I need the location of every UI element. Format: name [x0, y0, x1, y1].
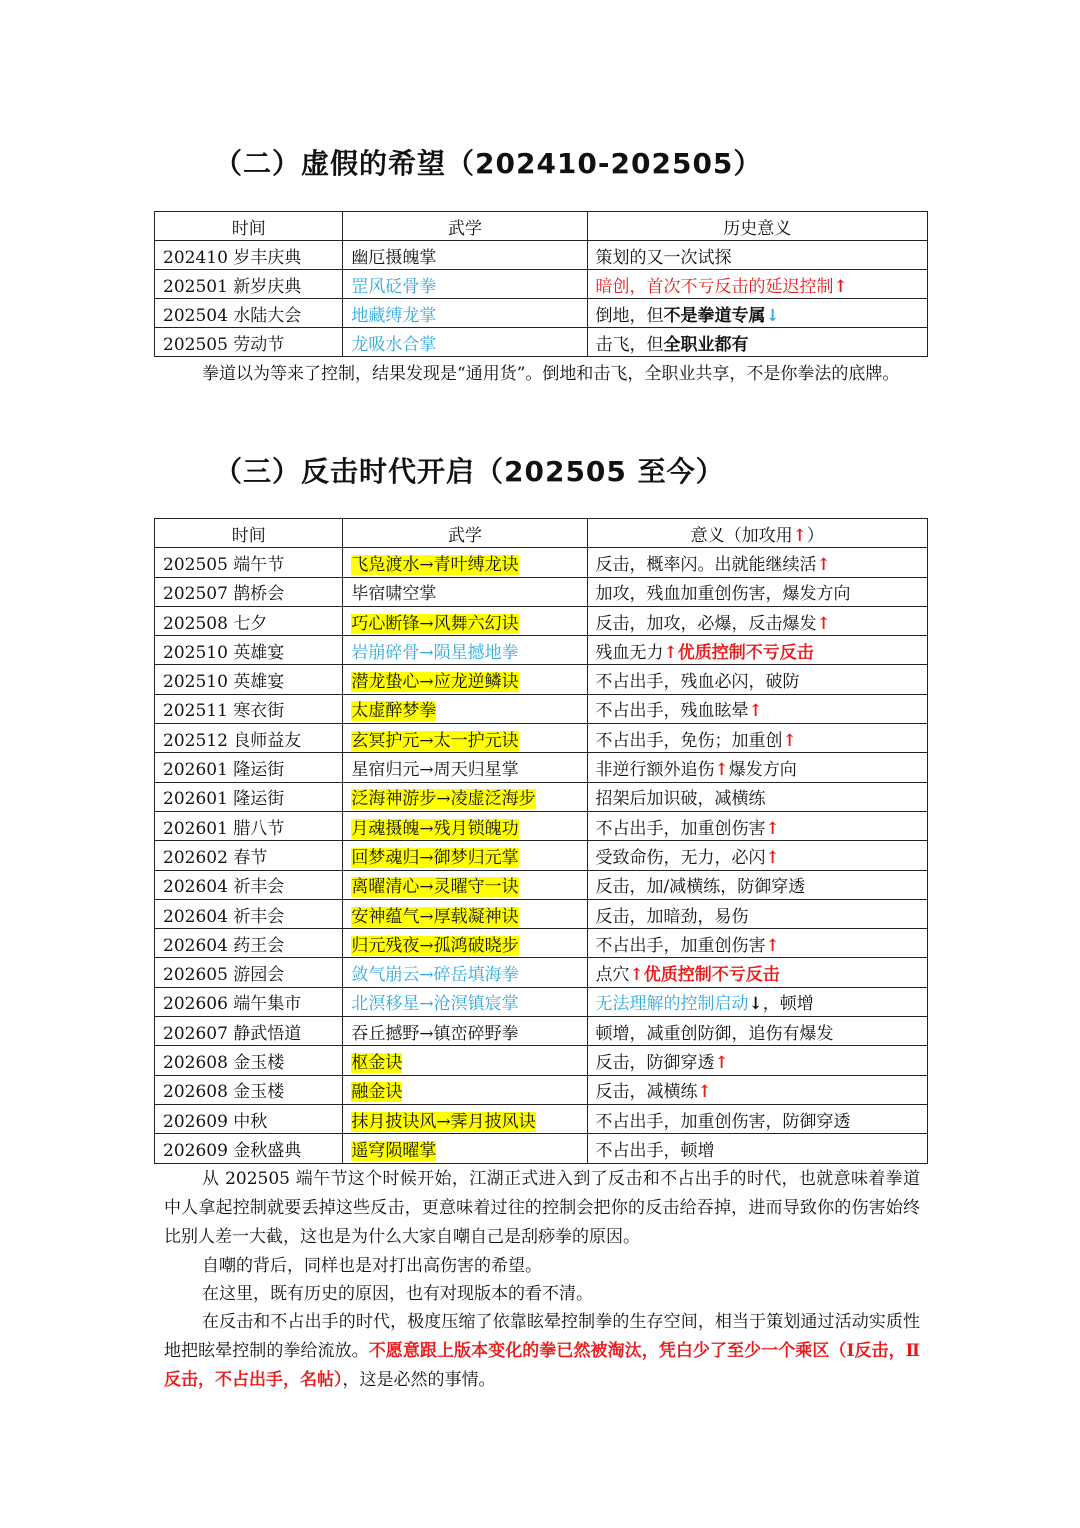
skill-name: 地藏缚龙掌	[351, 305, 437, 326]
meaning-text: 顿增，减重创防御，追伤有爆发	[595, 1023, 834, 1044]
table-row	[155, 694, 928, 723]
skill-name: 巧心断锋→风舞六幻诀	[351, 613, 519, 634]
table-row	[155, 1017, 928, 1046]
table-row	[155, 299, 928, 328]
table-header-row	[155, 519, 928, 548]
meaning-cell	[587, 987, 927, 1016]
time-cell: 202601 隆运街	[155, 753, 343, 782]
skill-cell: 幽厄摄魄掌	[343, 241, 587, 270]
skill-name: 罡风砭骨拳	[351, 276, 437, 297]
skill-name: 月魂摄魄→残月锁魄功	[351, 818, 519, 839]
meaning-text: 不占出手，顿增	[595, 1140, 715, 1161]
meaning-cell	[587, 694, 927, 723]
meaning-cell	[587, 1075, 927, 1104]
time-cell: 202604 祈丰会	[155, 899, 343, 928]
meaning-bold: 不是拳道专属	[663, 305, 766, 326]
meaning-text: 不占出手，加重创伤害	[595, 818, 766, 839]
table-row	[155, 328, 928, 357]
table-row	[155, 899, 928, 928]
meaning-text: 反击，概率闪。出就能继续活	[595, 554, 817, 575]
meaning-cell	[587, 548, 927, 577]
skill-name: 北溟移星→沧溟镇宸掌	[351, 994, 519, 1015]
meaning-cell	[587, 811, 927, 840]
meaning-text: 非逆行额外追伤	[595, 760, 715, 781]
skill-name: 岩崩碎骨→陨星撼地拳	[351, 642, 519, 663]
time-cell: 202608 金玉楼	[155, 1046, 343, 1075]
meaning-bold: 全职业都有	[663, 334, 749, 355]
meaning-text: 不占出手，加重创伤害	[595, 935, 766, 956]
meaning-red-text: 优质控制不亏反击	[643, 965, 780, 986]
time-cell: 202602 春节	[155, 841, 343, 870]
meaning-red-text: 优质控制不亏反击	[677, 642, 814, 663]
meaning-text: 招架后加识破，减横练	[595, 789, 766, 810]
skill-name: 离曜清心→灵曜守一诀	[351, 877, 519, 898]
table-row	[155, 577, 928, 606]
meaning-cell	[587, 577, 927, 606]
skill-name: 龙吸水合掌	[351, 334, 437, 355]
meaning-text: 受致命伤，无力，必闪	[595, 847, 766, 868]
up-arrow-icon: ↑	[833, 276, 848, 297]
time-cell: 202609 中秋	[155, 1104, 343, 1133]
final-red-text: 不愿意跟上版本变化的拳已然被淘汰，凭白少了至少一个乘区（Ⅰ反击，Ⅱ反击，不占出手，名帖）	[164, 1341, 921, 1390]
time-cell: 202511 寒衣街	[155, 694, 343, 723]
column-header-close: ）	[806, 525, 824, 546]
time-cell: 202508 七夕	[155, 606, 343, 635]
meaning-cell	[587, 606, 927, 635]
time-cell: 202608 金玉楼	[155, 1075, 343, 1104]
final-tail: ，这是必然的事情。	[342, 1370, 496, 1390]
table-row	[155, 811, 928, 840]
skill-cell	[343, 328, 587, 357]
skill-name: 融金诀	[351, 1082, 403, 1103]
skill-name: 泛海神游步→凌虚泛海步	[351, 789, 536, 810]
skill-cell	[343, 1017, 587, 1046]
up-arrow-icon: ↑	[748, 701, 763, 722]
meaning-text: 不占出手，免伤；加重创	[595, 730, 783, 751]
skill-name: 枢金诀	[351, 1052, 403, 1073]
meaning-cell	[587, 841, 927, 870]
table-row	[155, 782, 928, 811]
section3-paragraph-1: 从 202505 端午节这个时候开始，江湖正式进入到了反击和不占出手的时代，也就意味着拳道中人拿起控制就要丢掉这些反击，更意味着过往的控制会把你的反击给吞掉，进而导致你的伤害始终比别人差一大截，这也是为什么大家自嘲自己是刮痧拳的原因。	[164, 1169, 920, 1247]
meaning-text: 不占出手，残血必闪，破防	[595, 672, 800, 693]
skill-name: 抹月披诀风→霁月披风诀	[351, 1111, 536, 1132]
skill-cell	[343, 665, 587, 694]
skill-name: 安神蕴气→厚载凝神诀	[351, 906, 519, 927]
column-header: 武学	[343, 212, 587, 241]
meaning-text: 残血无力	[595, 642, 664, 663]
table-row	[155, 1075, 928, 1104]
skill-cell	[343, 1075, 587, 1104]
time-cell: 202606 端午集市	[155, 987, 343, 1016]
skill-name: 归元残夜→孤鸿破晓步	[351, 935, 519, 956]
section2-paragraph: 拳道以为等来了控制，结果发现是“通用货”。倒地和击飞，全职业共享，不是你拳法的底牌。	[202, 364, 900, 384]
skill-cell	[343, 1104, 587, 1133]
table-row	[155, 636, 928, 665]
meaning-cell	[587, 958, 927, 987]
time-cell: 202601 隆运街	[155, 782, 343, 811]
section3-paragraph-3: 在这里，既有历史的原因，也有对现版本的看不清。	[202, 1284, 593, 1304]
meaning-cell	[587, 1046, 927, 1075]
meaning-cell	[587, 899, 927, 928]
meaning-cell	[587, 929, 927, 958]
skill-cell	[343, 299, 587, 328]
meaning-cell	[587, 724, 927, 753]
table-row	[155, 241, 928, 270]
table-header-row	[155, 212, 928, 241]
column-header: 时间	[155, 212, 343, 241]
column-header: 时间	[155, 519, 343, 548]
table-row	[155, 724, 928, 753]
table-row	[155, 665, 928, 694]
skill-name: 遥穹陨曜掌	[351, 1140, 437, 1161]
skill-name: 敛气崩云→碎岳填海拳	[351, 965, 519, 986]
skill-name: 回梦魂归→御梦归元掌	[351, 847, 519, 868]
table-row	[155, 548, 928, 577]
up-arrow-icon: ↑	[765, 847, 780, 868]
meaning-cell	[587, 1134, 927, 1163]
time-cell: 202512 良师益友	[155, 724, 343, 753]
section2-table	[154, 211, 928, 357]
meaning-cell	[587, 753, 927, 782]
section3-heading: （三）反击时代开启（202505 至今）	[214, 455, 725, 488]
up-arrow-icon: ↑	[663, 642, 678, 663]
up-arrow-icon: ↑	[782, 730, 797, 751]
meaning-cell	[587, 782, 927, 811]
skill-cell	[343, 606, 587, 635]
time-cell: 202510 英雄宴	[155, 636, 343, 665]
skill-cell	[343, 841, 587, 870]
section3-paragraph-2: 自嘲的背后，同样也是对打出高伤害的希望。	[202, 1256, 542, 1276]
table-row	[155, 1046, 928, 1075]
up-arrow-icon: ↑	[697, 1082, 712, 1103]
meaning-cell: 策划的又一次试探	[587, 241, 927, 270]
skill-cell	[343, 548, 587, 577]
up-arrow-icon: ↑	[714, 1052, 729, 1073]
table-row	[155, 753, 928, 782]
table-row	[155, 270, 928, 299]
meaning-cell	[587, 870, 927, 899]
column-header	[587, 519, 927, 548]
time-cell: 202607 静武悟道	[155, 1017, 343, 1046]
skill-cell	[343, 929, 587, 958]
column-header: 武学	[343, 519, 587, 548]
section3-final-paragraph	[164, 1308, 920, 1395]
table-row	[155, 958, 928, 987]
meaning-cell	[587, 1104, 927, 1133]
meaning-text: 不占出手，加重创伤害，防御穿透	[595, 1111, 851, 1132]
meaning-text: 击飞，但	[595, 334, 664, 355]
skill-cell	[343, 577, 587, 606]
up-arrow-icon: ↑	[765, 935, 780, 956]
skill-cell	[343, 694, 587, 723]
time-cell: 202510 英雄宴	[155, 665, 343, 694]
meaning-tail: 爆发方向	[728, 760, 797, 781]
time-cell: 202410 岁丰庆典	[155, 241, 343, 270]
time-cell: 202504 水陆大会	[155, 299, 343, 328]
skill-cell	[343, 958, 587, 987]
meaning-text: 反击，防御穿透	[595, 1052, 715, 1073]
table-row	[155, 870, 928, 899]
skill-cell	[343, 724, 587, 753]
table-row	[155, 841, 928, 870]
skill-cell	[343, 870, 587, 899]
meaning-text: 无法理解的控制启动	[595, 994, 749, 1015]
meaning-tail: ，顿增	[762, 994, 814, 1015]
meaning-cell	[587, 636, 927, 665]
meaning-text: 反击，减横练	[595, 1082, 698, 1103]
meaning-text: 不占出手，残血眩晕	[595, 701, 749, 722]
meaning-text: 倒地，但	[595, 305, 664, 326]
section2-heading: （二）虚假的希望（202410-202505）	[214, 147, 763, 180]
skill-cell	[343, 987, 587, 1016]
down-arrow-icon: ↓	[765, 305, 780, 326]
skill-cell	[343, 753, 587, 782]
skill-cell	[343, 1134, 587, 1163]
skill-name: 飞凫渡水→青叶缚龙诀	[351, 554, 519, 575]
time-cell: 202507 鹊桥会	[155, 577, 343, 606]
table-row	[155, 606, 928, 635]
meaning-cell	[587, 328, 927, 357]
time-cell: 202501 新岁庆典	[155, 270, 343, 299]
meaning-text: 反击，加/减横练，防御穿透	[595, 877, 806, 898]
table-row	[155, 987, 928, 1016]
up-arrow-icon: ↑	[629, 965, 644, 986]
time-cell: 202505 端午节	[155, 548, 343, 577]
skill-name: 太虚醉梦拳	[351, 701, 437, 722]
section3-table	[154, 518, 928, 1164]
meaning-cell	[587, 665, 927, 694]
skill-cell	[343, 899, 587, 928]
time-cell: 202604 药王会	[155, 929, 343, 958]
up-arrow-icon: ↑	[816, 554, 831, 575]
table-row	[155, 1104, 928, 1133]
up-arrow-icon: ↑	[714, 760, 729, 781]
table-row	[155, 1134, 928, 1163]
skill-cell	[343, 782, 587, 811]
skill-name: 星宿归元→周天归星掌	[351, 760, 519, 781]
meaning-cell	[587, 270, 927, 299]
skill-name: 吞丘撼野→镇峦碎野拳	[351, 1023, 519, 1044]
meaning-text: 反击，加暗劲，易伤	[595, 906, 749, 927]
table-row	[155, 929, 928, 958]
time-cell: 202601 腊八节	[155, 811, 343, 840]
column-header-label: 意义（加攻用	[690, 525, 793, 546]
column-header: 历史意义	[587, 212, 927, 241]
skill-cell	[343, 636, 587, 665]
skill-name: 玄冥护元→太一护元诀	[351, 730, 519, 751]
skill-cell	[343, 1046, 587, 1075]
skill-cell	[343, 270, 587, 299]
meaning-cell	[587, 299, 927, 328]
time-cell: 202505 劳动节	[155, 328, 343, 357]
down-arrow-icon: ↓	[748, 994, 763, 1015]
meaning-text: 暗创，首次不亏反击的延迟控制	[595, 276, 834, 297]
meaning-text: 反击，加攻，必爆，反击爆发	[595, 613, 817, 634]
up-arrow-icon: ↑	[816, 613, 831, 634]
time-cell: 202605 游园会	[155, 958, 343, 987]
skill-name: 潜龙蛰心→应龙逆鳞诀	[351, 672, 519, 693]
up-arrow-icon: ↑	[765, 818, 780, 839]
skill-name: 毕宿啸空掌	[351, 584, 437, 605]
final-text: 在反击和不占出手的时代，极度压缩了依靠眩晕控制拳的生存空间，相当于策划通过活动实质性地把眩晕控制的拳给流放。	[164, 1312, 920, 1361]
meaning-text: 点穴	[595, 965, 630, 986]
meaning-text: 加攻，残血加重创伤害，爆发方向	[595, 584, 851, 605]
time-cell: 202609 金秋盛典	[155, 1134, 343, 1163]
time-cell: 202604 祈丰会	[155, 870, 343, 899]
up-arrow-icon: ↑	[792, 525, 807, 546]
skill-cell	[343, 811, 587, 840]
meaning-cell	[587, 1017, 927, 1046]
